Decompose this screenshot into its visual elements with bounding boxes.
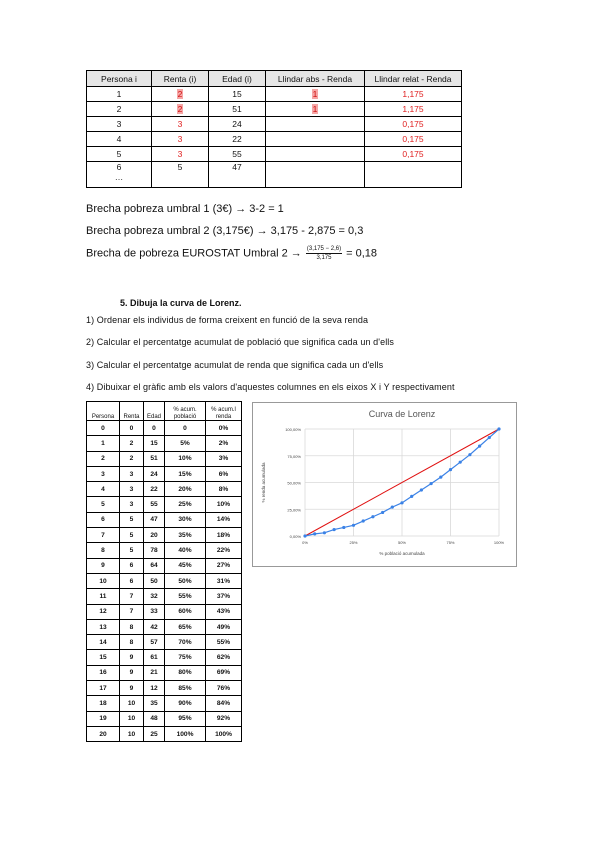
cell: 5 — [87, 497, 120, 512]
table-row — [87, 512, 242, 527]
fraction-denominator: 3,175 — [316, 255, 332, 261]
lorenz-point — [459, 461, 462, 464]
cell: 8 — [87, 543, 120, 558]
highlight: 2 — [177, 89, 183, 99]
cell: 10 — [87, 573, 120, 588]
cell: 0 — [120, 421, 144, 436]
table-row — [87, 589, 242, 604]
cell: 3 — [152, 132, 209, 147]
cell: 24 — [144, 466, 165, 481]
cell — [266, 147, 365, 162]
cell: 10% — [165, 451, 206, 466]
cell: 18 — [87, 696, 120, 711]
cell: 7 — [120, 589, 144, 604]
y-tick-label: 0,00% — [289, 534, 301, 539]
lorenz-point — [449, 468, 452, 471]
cell — [266, 102, 365, 117]
lorenz-point — [468, 453, 471, 456]
table-row — [87, 711, 242, 726]
cell: 2 — [87, 451, 120, 466]
brecha-fraction — [306, 245, 342, 262]
cell: 2 — [120, 436, 144, 451]
cell — [87, 162, 152, 188]
cell: 90% — [165, 696, 206, 711]
cell: 3 — [152, 147, 209, 162]
cell: 0,175 — [365, 132, 462, 147]
cell — [266, 117, 365, 132]
cell: 2 — [87, 102, 152, 117]
col-llindar-abs: Llindar abs - Renda — [266, 71, 365, 87]
table-row — [87, 102, 462, 117]
cell: 0,175 — [365, 117, 462, 132]
y-tick-label: 50,00% — [287, 480, 301, 486]
cell: 60% — [165, 604, 206, 619]
section-heading: 5. Dibuja la curva de Lorenz. — [120, 298, 242, 308]
table-row — [87, 132, 462, 147]
cell: 14% — [206, 512, 242, 527]
lorenz-point — [333, 528, 336, 531]
brecha-line-2: Brecha pobreza umbral 2 (3,175€) → 3,175 - 2,875 = 0,3 — [86, 225, 364, 237]
cell: 7 — [120, 604, 144, 619]
cell: 24 — [209, 117, 266, 132]
cell: 6 — [120, 558, 144, 573]
table-row — [87, 147, 462, 162]
header-text: % acum.l — [211, 407, 236, 413]
cell: 8% — [206, 482, 242, 497]
fraction-numerator: (3,175 − 2,6) — [306, 246, 342, 252]
cell: 55% — [165, 589, 206, 604]
lorenz-point — [371, 515, 374, 518]
cell: 0 — [144, 421, 165, 436]
table-row — [87, 650, 242, 665]
cell: 6 — [87, 512, 120, 527]
step-3: 3) Calcular el percentatge acumulat de renda que significa cada un d'ells — [86, 360, 384, 370]
step-4: 4) Dibuixar el gràfic amb els valors d'aquestes columnes en els eixos X i Y respectivament — [86, 382, 455, 392]
table-row — [87, 451, 242, 466]
table-row — [87, 726, 242, 741]
cell: 0% — [206, 421, 242, 436]
lorenz-point — [430, 482, 433, 485]
table-row — [87, 573, 242, 588]
lorenz-point — [497, 427, 500, 430]
cell: 9 — [120, 665, 144, 680]
cell: 50% — [165, 573, 206, 588]
cell: 22% — [206, 543, 242, 558]
col-renta — [120, 402, 144, 421]
step-2: 2) Calcular el percentatge acumulat de població que significa cada un d'ells — [86, 337, 395, 347]
cell: 5 — [120, 512, 144, 527]
cell: 4 — [87, 482, 120, 497]
x-tick-label: 25% — [349, 540, 358, 545]
cell: 42 — [144, 619, 165, 634]
cell: 85% — [165, 681, 206, 696]
table-row — [87, 436, 242, 451]
cell: 3% — [206, 451, 242, 466]
cell-text: 6 — [116, 162, 122, 172]
col-edad — [144, 402, 165, 421]
cell: 55 — [209, 147, 266, 162]
header-text: % acum. — [173, 407, 197, 413]
x-tick-label: 75% — [446, 540, 455, 545]
y-axis-label: % renda acumulada — [261, 462, 266, 503]
cell: 43% — [206, 604, 242, 619]
cell: 13 — [87, 619, 120, 634]
cell: 37% — [206, 589, 242, 604]
cell: 10% — [206, 497, 242, 512]
cell: 20 — [144, 528, 165, 543]
y-tick-label: 75,00% — [287, 453, 301, 459]
lorenz-point — [342, 526, 345, 529]
brecha-line-3 — [86, 245, 377, 262]
cell: 48 — [144, 711, 165, 726]
cell: 9 — [87, 558, 120, 573]
table-row — [87, 421, 242, 436]
lorenz-point — [439, 476, 442, 479]
y-tick-label: 25,00% — [287, 507, 301, 513]
cell: 5 — [152, 162, 209, 188]
cell: 30% — [165, 512, 206, 527]
col-renta: Renta (i) — [152, 71, 209, 87]
cell — [365, 162, 462, 188]
col-persona — [87, 402, 120, 421]
cell: 64 — [144, 558, 165, 573]
highlight: 2 — [177, 104, 183, 114]
lorenz-point — [303, 534, 306, 537]
cell: 20% — [165, 482, 206, 497]
cell: 100% — [206, 726, 242, 741]
table-row — [87, 543, 242, 558]
header-text: població — [173, 413, 197, 420]
cell: 8 — [120, 635, 144, 650]
cell: 47 — [209, 162, 266, 188]
table-row — [87, 681, 242, 696]
cell: 33 — [144, 604, 165, 619]
cell: 1 — [87, 436, 120, 451]
cell: 5 — [120, 528, 144, 543]
cell: 15 — [209, 87, 266, 102]
cell: 27% — [206, 558, 242, 573]
cell: 15 — [144, 436, 165, 451]
cell: 6 — [120, 573, 144, 588]
cell: 100% — [165, 726, 206, 741]
header-text: Renta — [123, 413, 140, 420]
cell: 0,175 — [365, 147, 462, 162]
cell: 16 — [87, 665, 120, 680]
cell: 35 — [144, 696, 165, 711]
highlight: 1 — [312, 89, 318, 99]
cell: 3 — [120, 482, 144, 497]
cell: 12 — [144, 681, 165, 696]
table-row — [87, 482, 242, 497]
lorenz-point — [488, 436, 491, 439]
cell: 95% — [165, 711, 206, 726]
cell: 25% — [165, 497, 206, 512]
table-row — [87, 466, 242, 481]
lorenz-point — [400, 501, 403, 504]
lorenz-point — [410, 495, 413, 498]
cell: 55 — [144, 497, 165, 512]
brecha-line-3-suffix: = 0,18 — [346, 247, 378, 260]
cell: 19 — [87, 711, 120, 726]
cell: 15% — [165, 466, 206, 481]
ellipsis: … — [114, 172, 124, 182]
cell: 55% — [206, 635, 242, 650]
x-tick-label: 50% — [397, 540, 407, 545]
col-persona: Persona i — [87, 71, 152, 87]
col-acum-renda — [206, 402, 242, 421]
x-tick-label: 100% — [493, 540, 505, 545]
lorenz-point — [381, 511, 384, 514]
step-1: 1) Ordenar els individus de forma creixent en funció de la seva renda — [86, 315, 369, 325]
cell: 22 — [209, 132, 266, 147]
cell: 5% — [165, 436, 206, 451]
col-acum-poblacio — [165, 402, 206, 421]
cell: 51 — [209, 102, 266, 117]
header-text: Persona — [91, 413, 115, 420]
cell: 76% — [206, 681, 242, 696]
table-row — [87, 665, 242, 680]
cell: 10 — [120, 726, 144, 741]
cell: 0 — [87, 421, 120, 436]
cell: 1 — [87, 87, 152, 102]
cell: 3 — [87, 466, 120, 481]
cell: 10 — [120, 711, 144, 726]
cell: 3 — [120, 466, 144, 481]
cell: 78 — [144, 543, 165, 558]
table-row — [87, 162, 462, 188]
cell: 65% — [165, 619, 206, 634]
table-row — [87, 604, 242, 619]
lorenz-point — [478, 445, 481, 448]
cell: 17 — [87, 681, 120, 696]
header-text: renda — [215, 413, 232, 420]
cell: 4 — [87, 132, 152, 147]
cell: 50 — [144, 573, 165, 588]
cell: 70% — [165, 635, 206, 650]
cell: 51 — [144, 451, 165, 466]
cell: 11 — [87, 589, 120, 604]
cell: 10 — [120, 696, 144, 711]
cell — [266, 162, 365, 188]
cell: 75% — [165, 650, 206, 665]
cell: 0 — [165, 421, 206, 436]
cell: 14 — [87, 635, 120, 650]
col-edad: Edad (i) — [209, 71, 266, 87]
lorenz-chart — [252, 402, 517, 567]
cell: 61 — [144, 650, 165, 665]
highlight: 1 — [312, 104, 318, 114]
lorenz-point — [420, 488, 423, 491]
cell: 20 — [87, 726, 120, 741]
cell: 80% — [165, 665, 206, 680]
cell: 31% — [206, 573, 242, 588]
cell: 8 — [120, 619, 144, 634]
cell: 5 — [87, 147, 152, 162]
lorenz-chart-svg — [253, 403, 516, 566]
cell: 2% — [206, 436, 242, 451]
cell: 25 — [144, 726, 165, 741]
cell: 22 — [144, 482, 165, 497]
cell: 15 — [87, 650, 120, 665]
cell: 35% — [165, 528, 206, 543]
cell: 2 — [120, 451, 144, 466]
lorenz-point — [391, 506, 394, 509]
cell: 47 — [144, 512, 165, 527]
cell: 3 — [87, 117, 152, 132]
table-row — [87, 87, 462, 102]
table-row — [87, 558, 242, 573]
cell — [266, 132, 365, 147]
lorenz-point — [352, 524, 355, 527]
lorenz-table-body — [87, 421, 242, 742]
cell: 40% — [165, 543, 206, 558]
table-row — [87, 619, 242, 634]
table-row — [87, 528, 242, 543]
cell: 45% — [165, 558, 206, 573]
chart-title: Curva de Lorenz — [368, 409, 436, 419]
cell: 49% — [206, 619, 242, 634]
cell — [152, 102, 209, 117]
cell: 12 — [87, 604, 120, 619]
cell: 62% — [206, 650, 242, 665]
brecha-line-1: Brecha pobreza umbral 1 (3€) → 3-2 = 1 — [86, 203, 284, 215]
table-row — [87, 117, 462, 132]
cell — [266, 87, 365, 102]
cell: 18% — [206, 528, 242, 543]
cell: 9 — [120, 650, 144, 665]
lorenz-point — [313, 532, 316, 535]
cell: 3 — [120, 497, 144, 512]
cell: 6% — [206, 466, 242, 481]
cell: 84% — [206, 696, 242, 711]
poverty-table — [86, 70, 462, 188]
header-text: Edad — [146, 413, 161, 420]
cell: 5 — [120, 543, 144, 558]
brecha-line-3-prefix: Brecha de pobreza EUROSTAT Umbral 2 → — [86, 247, 302, 260]
table-row — [87, 635, 242, 650]
cell: 7 — [87, 528, 120, 543]
y-tick-label: 100,00% — [285, 427, 301, 432]
x-tick-label: 0% — [302, 540, 308, 545]
cell: 92% — [206, 711, 242, 726]
cell: 9 — [120, 681, 144, 696]
cell: 57 — [144, 635, 165, 650]
col-llindar-relat: Llindar relat - Renda — [365, 71, 462, 87]
cell: 32 — [144, 589, 165, 604]
cell: 1,175 — [365, 87, 462, 102]
cell: 69% — [206, 665, 242, 680]
cell: 1,175 — [365, 102, 462, 117]
cell — [152, 87, 209, 102]
lorenz-point — [362, 519, 365, 522]
x-axis-label: % població acumulada — [379, 551, 425, 556]
table-row — [87, 497, 242, 512]
table-row — [87, 696, 242, 711]
cell: 3 — [152, 117, 209, 132]
cell: 21 — [144, 665, 165, 680]
lorenz-table — [86, 401, 242, 742]
lorenz-point — [323, 531, 326, 534]
